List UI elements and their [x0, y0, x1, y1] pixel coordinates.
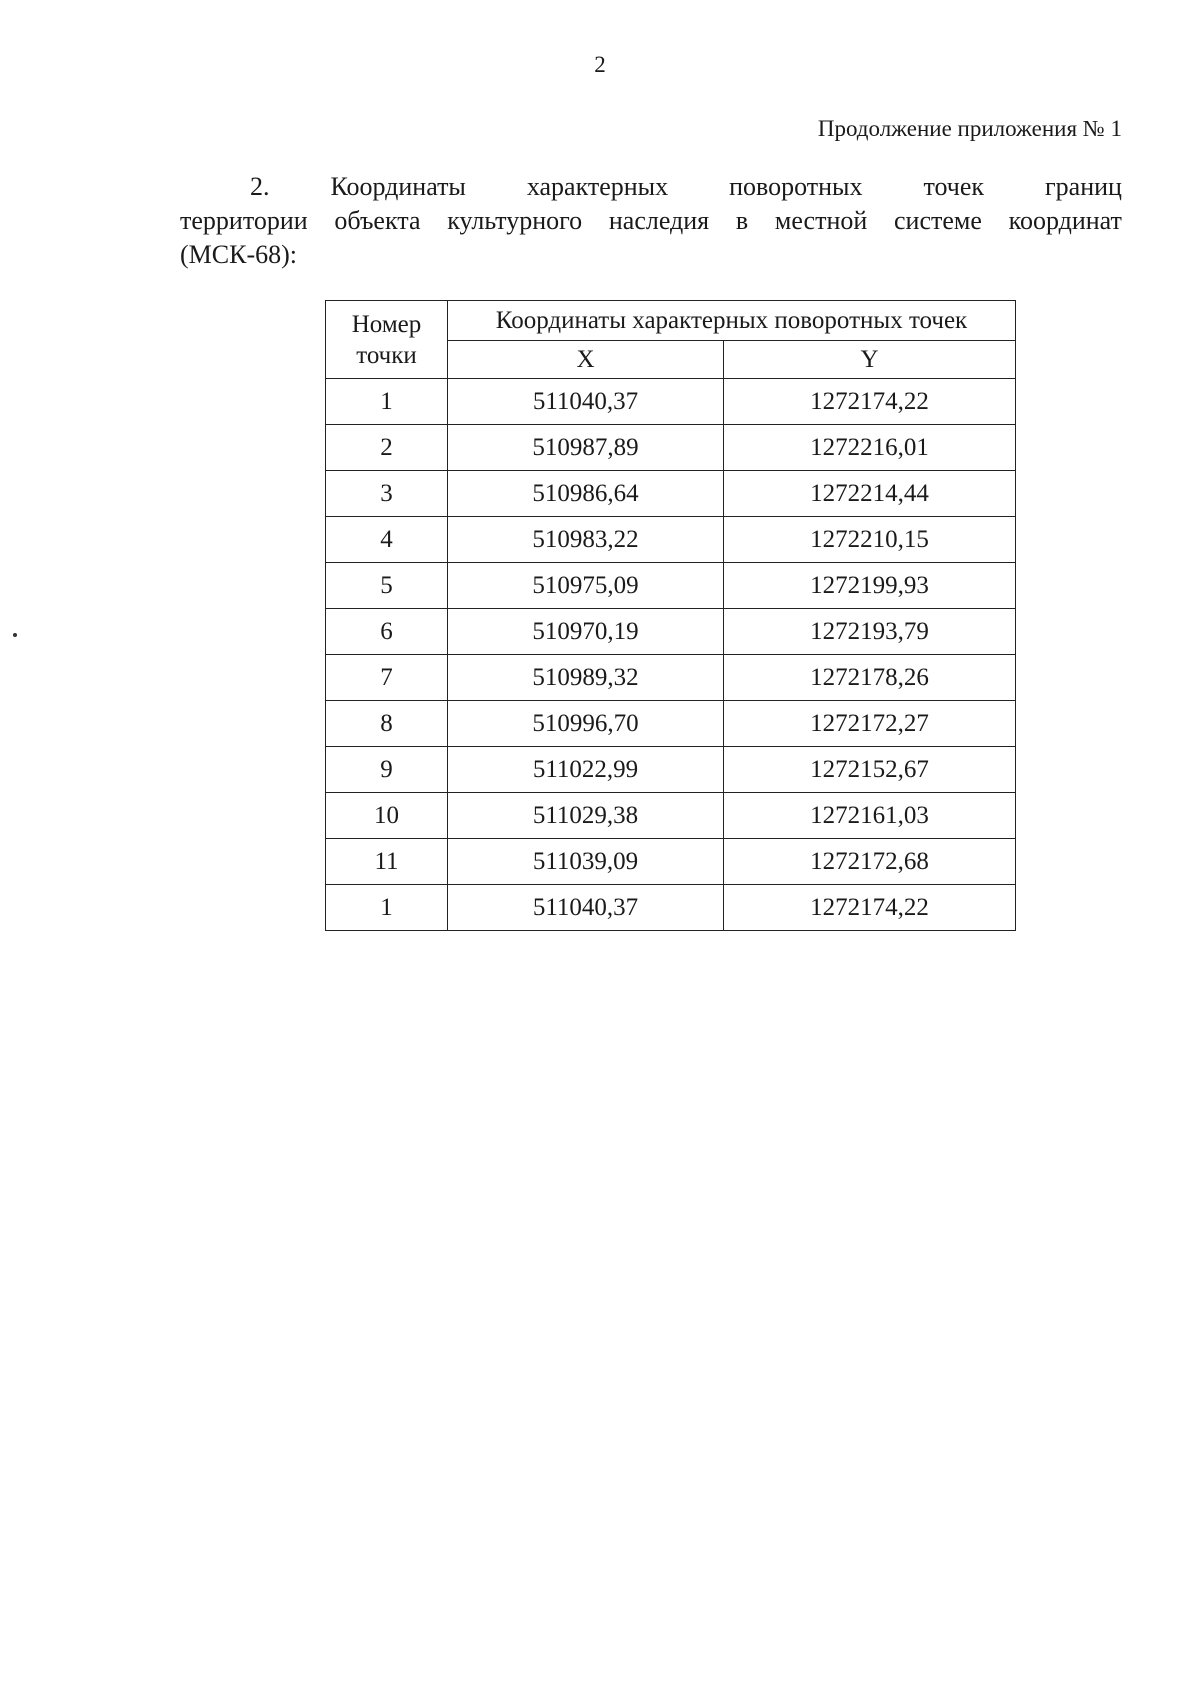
point-number-cell: 10	[326, 793, 448, 839]
table-row	[326, 425, 1016, 471]
x-coordinate-cell: 510970,19	[448, 609, 724, 655]
y-coordinate-cell: 1272172,27	[724, 701, 1016, 747]
table-row	[326, 701, 1016, 747]
heading-word: в	[735, 206, 749, 235]
x-coordinate-cell: 510987,89	[448, 425, 724, 471]
table-row	[326, 609, 1016, 655]
x-column-header: X	[448, 341, 724, 379]
table-row	[326, 471, 1016, 517]
y-coordinate-cell: 1272161,03	[724, 793, 1016, 839]
point-number-cell: 3	[326, 471, 448, 517]
heading-word: территории	[180, 206, 308, 235]
point-number-cell: 2	[326, 425, 448, 471]
page-number: 2	[594, 52, 606, 77]
coordinates-table-body	[326, 379, 1016, 931]
y-column-header: Y	[724, 341, 1016, 379]
section-heading	[180, 170, 1122, 272]
point-number-header-line1: Номер	[351, 310, 422, 338]
heading-line-3: (МСК-68):	[180, 240, 297, 269]
x-coordinate-cell: 511039,09	[448, 839, 724, 885]
x-coordinate-cell: 511022,99	[448, 747, 724, 793]
x-coordinate-cell: 510989,32	[448, 655, 724, 701]
point-number-cell: 5	[326, 563, 448, 609]
y-coordinate-cell: 1272178,26	[724, 655, 1016, 701]
y-coordinate-cell: 1272216,01	[724, 425, 1016, 471]
table-row	[326, 517, 1016, 563]
y-coordinate-cell: 1272193,79	[724, 609, 1016, 655]
heading-word: характерных	[526, 172, 669, 201]
table-row	[326, 563, 1016, 609]
heading-word: координат	[1008, 206, 1122, 235]
heading-line-1	[180, 170, 1122, 204]
scan-speck	[13, 633, 17, 637]
heading-word: границ	[1045, 172, 1122, 201]
table-row	[326, 793, 1016, 839]
x-coordinate-cell: 510983,22	[448, 517, 724, 563]
heading-word: культурного	[447, 206, 583, 235]
heading-word: Координаты	[330, 172, 466, 201]
heading-word: поворотных	[729, 172, 863, 201]
x-coordinate-cell: 510996,70	[448, 701, 724, 747]
y-coordinate-cell: 1272210,15	[724, 517, 1016, 563]
heading-word: наследия	[608, 206, 710, 235]
point-number-cell: 7	[326, 655, 448, 701]
point-number-cell: 1	[326, 885, 448, 931]
y-coordinate-cell: 1272199,93	[724, 563, 1016, 609]
x-coordinate-cell: 510975,09	[448, 563, 724, 609]
table-row	[326, 379, 1016, 425]
point-number-cell: 1	[326, 379, 448, 425]
coordinates-table	[325, 300, 1016, 931]
appendix-note: Продолжение приложения № 1	[817, 116, 1122, 141]
x-coordinate-cell: 511040,37	[448, 885, 724, 931]
table-row	[326, 839, 1016, 885]
heading-word: 2.	[250, 172, 270, 201]
heading-word: объекта	[334, 206, 421, 235]
coordinates-header: Координаты характерных поворотных точек	[448, 301, 1016, 341]
x-coordinate-cell: 511040,37	[448, 379, 724, 425]
heading-word: точек	[923, 172, 985, 201]
heading-word: местной	[774, 206, 868, 235]
y-coordinate-cell: 1272214,44	[724, 471, 1016, 517]
point-number-header	[326, 301, 448, 379]
table-row	[326, 655, 1016, 701]
x-coordinate-cell: 510986,64	[448, 471, 724, 517]
heading-line-2	[180, 204, 1122, 238]
point-number-cell: 6	[326, 609, 448, 655]
point-number-cell: 8	[326, 701, 448, 747]
y-coordinate-cell: 1272174,22	[724, 885, 1016, 931]
heading-word: системе	[894, 206, 982, 235]
point-number-header-line2: точки	[356, 341, 417, 369]
point-number-cell: 11	[326, 839, 448, 885]
y-coordinate-cell: 1272174,22	[724, 379, 1016, 425]
table-row	[326, 885, 1016, 931]
point-number-cell: 9	[326, 747, 448, 793]
x-coordinate-cell: 511029,38	[448, 793, 724, 839]
table-row	[326, 747, 1016, 793]
point-number-cell: 4	[326, 517, 448, 563]
y-coordinate-cell: 1272152,67	[724, 747, 1016, 793]
y-coordinate-cell: 1272172,68	[724, 839, 1016, 885]
